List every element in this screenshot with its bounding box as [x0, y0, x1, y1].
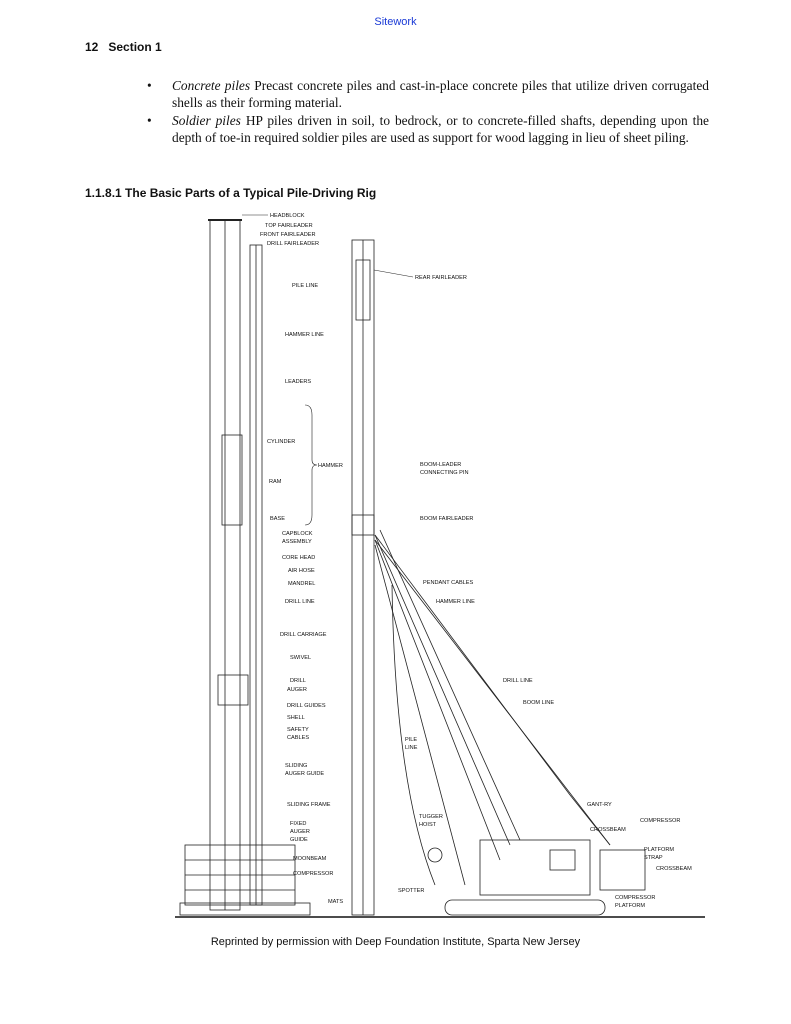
label-headblock: HEADBLOCK — [270, 213, 305, 219]
label-pile: PILE — [405, 737, 418, 743]
crane-body — [428, 840, 645, 915]
bullet-icon: • — [147, 113, 152, 128]
label-hammer: HAMMER — [318, 463, 343, 469]
center-leaders — [352, 240, 374, 915]
bullet-term: Soldier piles — [172, 113, 241, 128]
label-boom-line: BOOM LINE — [523, 700, 555, 706]
label-rear-fairleader: REAR FAIRLEADER — [415, 275, 467, 281]
label-compressor-platform: COMPRESSOR — [615, 895, 656, 901]
label-core-head: CORE HEAD — [282, 555, 316, 561]
label-compressor: COMPRESSOR — [293, 871, 334, 877]
label-fixed-auger: AUGER — [290, 829, 310, 835]
label-boom-fairleader: BOOM FAIRLEADER — [420, 516, 474, 522]
bullet-text: HP piles driven in soil, to bedrock, or to concrete-filled shafts, depending upon the depth of toe-in required soldier piles are used as support for wood lagging in lieu of sheet piling. — [172, 113, 709, 145]
label-sliding-frame: SLIDING FRAME — [287, 802, 331, 808]
left-leaders — [208, 220, 262, 910]
pile-rig-figure — [170, 205, 710, 925]
label-boom-leader: BOOM-LEADER — [420, 462, 462, 468]
label-drill-fairleader: DRILL FAIRLEADER — [267, 241, 320, 247]
label-fixed: FIXED — [290, 821, 307, 827]
label-platform: PLATFORM — [644, 847, 675, 853]
label-cylinder: CYLINDER — [267, 439, 296, 445]
left-rig-base — [180, 845, 310, 915]
page-number: 12 — [85, 40, 99, 54]
label-platform-strap: STRAP — [644, 855, 663, 861]
bullet-text: Precast concrete piles and cast-in-place concrete piles that utilize driven corrugated shells as their forming material. — [172, 78, 709, 110]
list-item — [147, 113, 709, 146]
label-crossbeam: CROSSBEAM — [590, 827, 626, 833]
bullet-term: Concrete piles — [172, 78, 251, 93]
label-swivel: SWIVEL — [290, 655, 312, 661]
label-sliding: SLIDING — [285, 763, 308, 769]
bullet-icon: • — [147, 78, 152, 93]
label-mandrel: MANDREL — [288, 581, 316, 587]
label-air-hose: AIR HOSE — [288, 568, 315, 574]
label-auger-guide: AUGER GUIDE — [285, 771, 325, 777]
label-top-fairleader: TOP FAIRLEADER — [265, 223, 313, 229]
label-pendant-cables: PENDANT CABLES — [423, 580, 474, 586]
pile-rig-diagram — [170, 205, 710, 925]
label-fixed-guide: GUIDE — [290, 837, 308, 843]
label-pile-line: PILE LINE — [292, 283, 319, 289]
label-compressor-top: COMPRESSOR — [640, 818, 681, 824]
label-front-fairleader: FRONT FAIRLEADER — [260, 232, 316, 238]
label-gantry: GANT-RY — [587, 802, 612, 808]
label-capblock: CAPBLOCK — [282, 531, 313, 537]
running-head: Sitework — [374, 16, 417, 28]
label-hammer-line-2: HAMMER LINE — [436, 599, 475, 605]
section-header — [85, 40, 162, 54]
label-moonbeam: MOONBEAM — [293, 856, 327, 862]
figure-heading: 1.1.8.1 The Basic Parts of a Typical Pile-Driving Rig — [85, 186, 377, 200]
label-leaders: LEADERS — [285, 379, 312, 385]
label-drill-guides: DRILL GUIDES — [287, 703, 326, 709]
label-shell: SHELL — [287, 715, 305, 721]
label-ram: RAM — [269, 479, 282, 485]
label-hammer-line: HAMMER LINE — [285, 332, 324, 338]
label-connecting-pin: CONNECTING PIN — [420, 470, 469, 476]
label-drill-line: DRILL LINE — [285, 599, 315, 605]
label-tugger: TUGGER — [419, 814, 443, 820]
label-compressor-platform-2: PLATFORM — [615, 903, 646, 909]
figure-credit: Reprinted by permission with Deep Foundation Institute, Sparta New Jersey — [210, 936, 581, 948]
figure-labels — [242, 213, 692, 909]
label-pile-line-2: LINE — [405, 745, 418, 751]
label-auger: AUGER — [287, 687, 307, 693]
label-capblock-assembly: ASSEMBLY — [282, 539, 312, 545]
section-title: Section 1 — [108, 40, 162, 54]
label-base: BASE — [270, 516, 285, 522]
label-drill: DRILL — [290, 678, 306, 684]
label-safety: SAFETY — [287, 727, 309, 733]
label-crossbeam-2: CROSSBEAM — [656, 866, 692, 872]
label-mats: MATS — [328, 899, 344, 905]
label-drill-carriage: DRILL CARRIAGE — [280, 632, 327, 638]
crane-boom — [375, 530, 610, 885]
label-safety-cables: CABLES — [287, 735, 310, 741]
label-hoist: HOIST — [419, 822, 437, 828]
label-spotter: SPOTTER — [398, 888, 425, 894]
list-item — [147, 78, 709, 111]
label-drill-line-2: DRILL LINE — [503, 678, 533, 684]
bullet-list — [147, 78, 709, 148]
